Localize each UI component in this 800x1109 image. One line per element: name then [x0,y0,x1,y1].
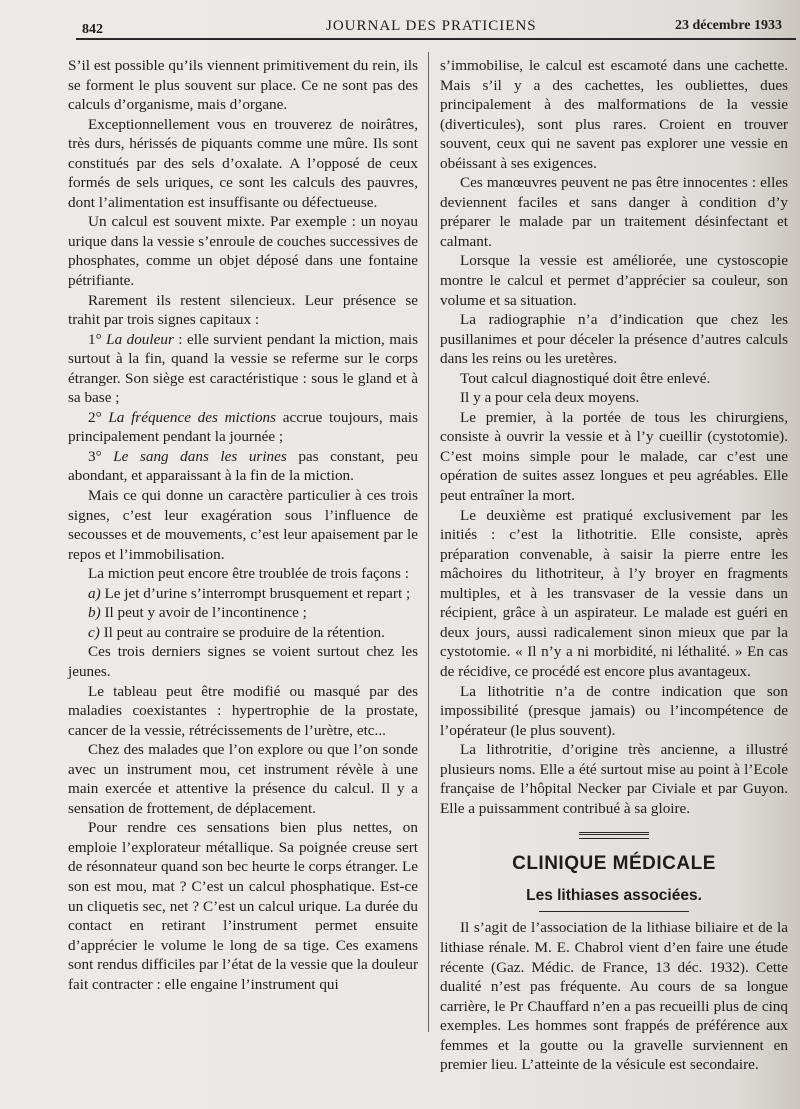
paragraph: Pour rendre ces sensations bien plus nettes, on emploie l’explorateur métallique. Sa poignée creuse sert de résonnateur quand son bec heurte le corps étranger. Le son est mou, mat ? C’est un calcul phosphatique. Est-ce un cliquetis sec, net ? C’est un calcul urique. La durée du contact en retirant l’instrument permet ensuite d’apprécier le volume le long de sa tige. Ces examens sont rendus difficiles par l’état de la vessie que la douleur fait contracter : elle engaine l’instrument qui [68,819,418,993]
paragraph: La lithotritie n’a de contre indication que son impossibilité (presque jamais) ou l’incompétence de l’opérateur (le plus souvent). [440,682,788,739]
subsection-rule [539,911,689,912]
paragraph: Il s’agit de l’association de la lithiase biliaire et de la lithiase rénale. M. E. Chabrol vient d’en faire une étude récente (Gaz. Médic. de France, 13 déc. 1932). Cette dualité n’est pas fréquente. Au cours de sa longue carrière, le Pr Chauffard n’en a pas recueilli plus de cinq exemples. Les hommes sont frappés de préférence aux femmes et la goutte ou la gravelle surviennent en premier lieu. L’atteinte de la vésicule est secondaire. [440,919,788,1074]
paragraph: Il y a pour cela deux moyens. [460,389,640,407]
paragraph: Le premier, à la portée de tous les chirurgiens, consiste à ouvrir la vessie et à l’y cueillir (cystotomie). C’est moins simple pour le malade, car c’est une opération de suites assez longues et peu agréables. Elle peut entraîner la mort. [440,408,788,505]
journal-title: JOURNAL DES PRATICIENS [326,18,537,34]
paragraph: Mais ce qui donne un caractère particulier à ces trois signes, c’est leur exagération sous l’influence de secousses et de mouvements, c’est leur apaisement par le repos et l’immobilisation. [68,487,418,563]
paragraph: Tout calcul diagnostiqué doit être enlevé. [460,369,711,387]
list-item: 3° Le sang dans les urines pas constant, peu abondant, et apparaissant à la fin de la miction. [68,447,418,485]
list-item: a) Le jet d’urine s’interrompt brusquement et repart ; [88,584,411,602]
issue-date: 23 décembre 1933 [674,18,782,33]
list-item: 2° La fréquence des mictions accrue toujours, mais principalement pendant la journée ; [68,408,418,446]
paragraph: La radiographie n’a d’indication que chez les pusillanimes et pour déceler la présence d’autres calculs dans les reins ou les uretères. [440,311,788,368]
column-divider [428,52,429,1032]
right-column [440,56,788,1075]
paragraph: Ces manœuvres peuvent ne pas être innocentes : elles deviennent faciles et sans danger à condition d’y préparer le malade par un traitement désinfectant et calmant. [440,174,788,250]
paragraph: Chez des malades que l’on explore ou que l’on sonde avec un instrument mou, cet instrument révèle à une main exercée et attentive la présence du calcul. Il y a sensation de frottement, de déplacement. [68,741,418,817]
paragraph: La lithrotritie, d’origine très ancienne, a illustré plusieurs noms. Elle a été surtout mise au point à l’Ecole française de l’hôpital Necker par Civiale et par Guyon. Elle a puissamment contribué à sa gloire. [440,741,788,817]
paragraph: Un calcul est souvent mixte. Par exemple : un noyau urique dans la vessie s’enroule de couches successives de phosphates, comme un objet déposé dans une fontaine pétrifiante. [68,213,418,290]
paragraph: Ces trois derniers signes se voient surtout chez les jeunes. [68,643,418,680]
paragraph: La miction peut encore être troublée de trois façons : [88,565,409,583]
left-column [68,56,418,994]
paragraph: S’il est possible qu’ils viennent primitivement du rein, ils se forment le plus souvent sur place. Ce ne sont pas des calculs d’organisme, mais d’organe. [68,57,418,114]
paragraph: Le tableau peut être modifié ou masqué par des maladies coexistantes : hypertrophie de la prostate, cancer de la vessie, rétrécissements de l’urètre, etc... [68,682,418,739]
section-ornament [440,824,788,846]
header-rule [76,38,796,40]
section-title: CLINIQUE MÉDICALE [512,853,716,875]
subsection-title: Les lithiases associées. [526,886,702,904]
paragraph: Exceptionnellement vous en trouverez de noirâtres, très durs, hérissés de piquants comme une mûre. Ils sont constitués par des sels d’oxalate. A l’opposé de ceux formés de sels uriques, ce sont les calculs des pauvres, dont l’alimentation est insuffisante ou défectueuse. [68,115,418,211]
list-item: c) Il peut au contraire se produire de la rétention. [88,623,385,641]
paragraph: Rarement ils restent silencieux. Leur présence se trahit par trois signes capitaux : [68,291,418,329]
paragraph: s’immobilise, le calcul est escamoté dans une cachette. Mais s’il y a des cachettes, les oubliettes, dues principalement à des malformations de la vessie (diverticules), sont plus rares. Croient en trouver souvent, ceux qui ne savent pas explorer une vessie en obéissant à ses exigences. [440,57,788,172]
paragraph: Lorsque la vessie est améliorée, une cystoscopie montre le calcul et permet d’apprécier sa couleur, son volume et sa situation. [440,252,788,309]
list-item: 1° La douleur : elle survient pendant la miction, mais surtout à la fin, quand la vessie se referme sur le corps étranger. Son siège est caractéristique : sous le gland et à sa base ; [68,330,418,407]
list-item: b) Il peut y avoir de l’incontinence ; [88,604,307,622]
paragraph: Le deuxième est pratiqué exclusivement par les initiés : c’est la lithotritie. Elle consiste, après préparation convenable, à saisir la pierre entre les mâchoires du lithotriteur, à l’y broyer en fragments multiples, et à les transvaser de la vessie dans un récipient, grâce à un aspirateur. Le malade est guéri en deux jours, aussi radicalement sinon mieux que par la cystotomie. « Il n’y a ni morbidité, ni léthalité. » En cas de récidive, ce procédé est encore plus avantageux. [440,506,788,680]
page-number: 842 [82,22,103,37]
page-header [64,16,788,38]
